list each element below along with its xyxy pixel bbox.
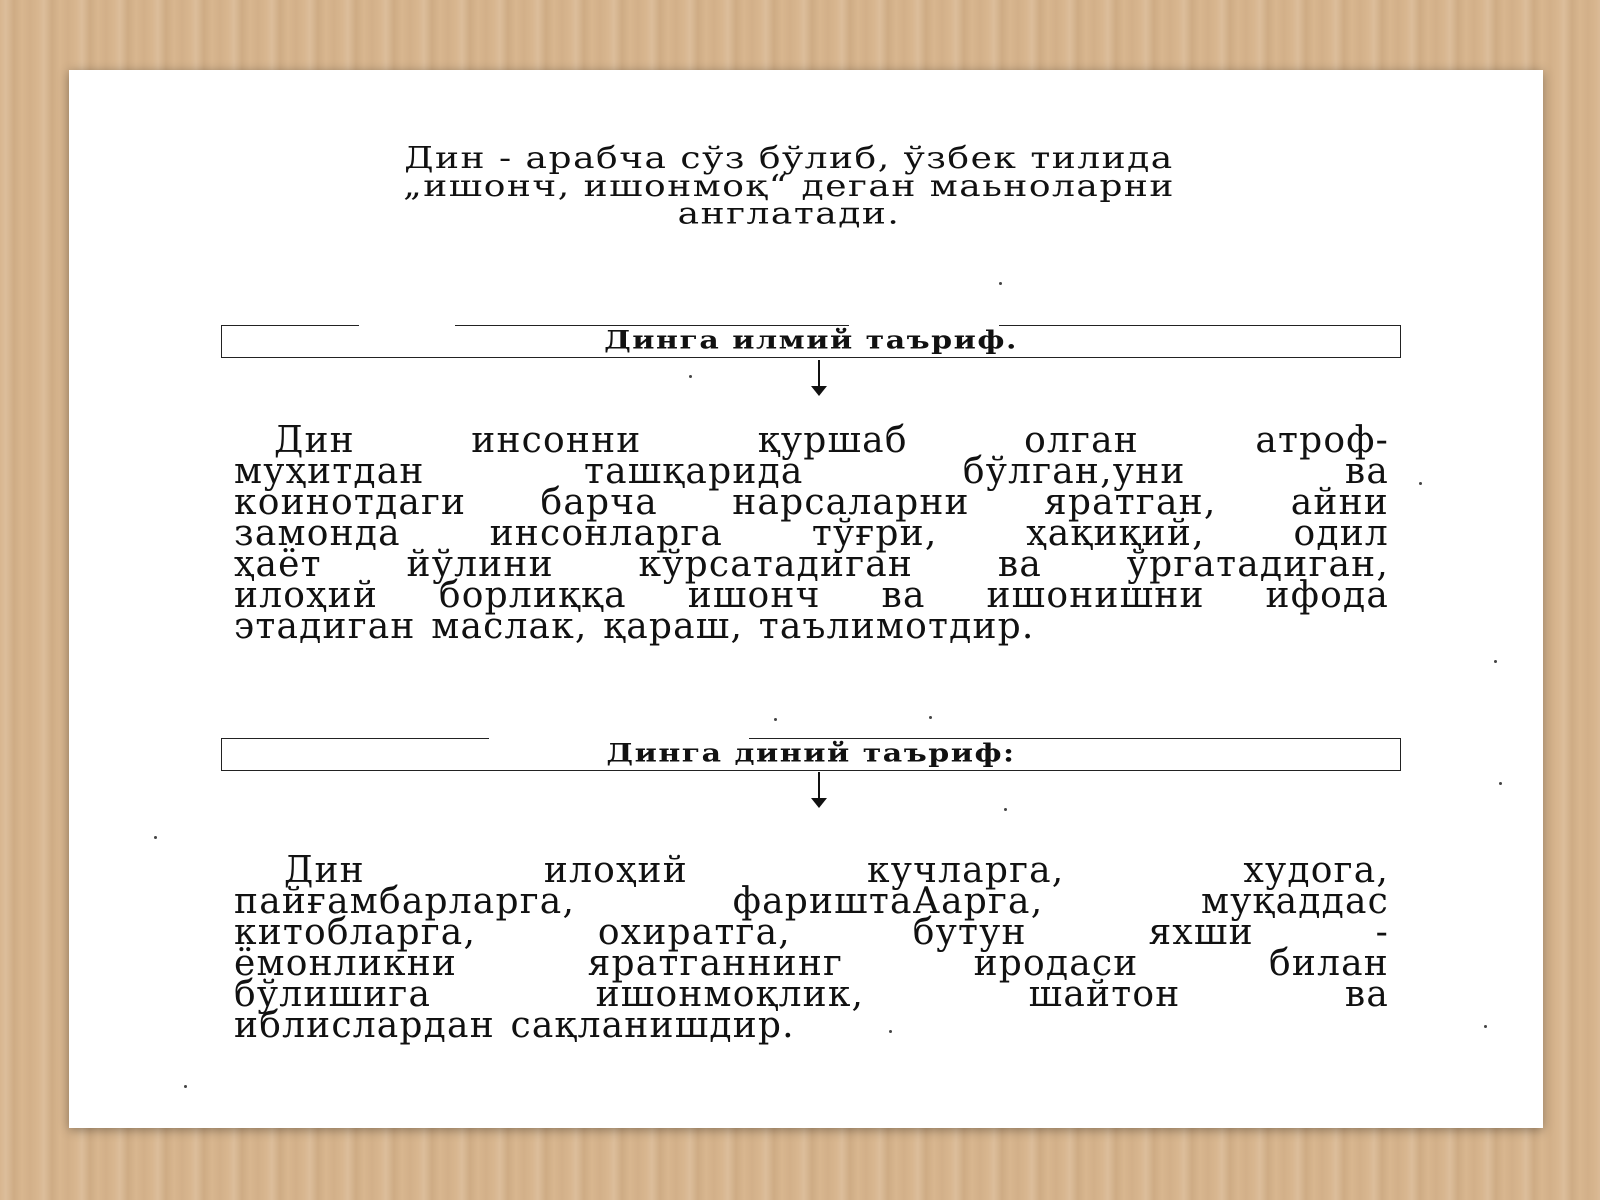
scan-speck: [689, 375, 692, 378]
paragraph-line: муҳитдан ташқарида бўлган,уни ва: [234, 451, 1389, 492]
intro-line-3: англатади.: [677, 197, 901, 232]
scan-gap: [359, 323, 455, 326]
scan-speck: [1419, 482, 1422, 485]
scientific-definition-heading: Динга илмий таъриф.: [604, 325, 1018, 356]
paragraph-line: замонда инсонларга тўғри, ҳақиқий, одил: [234, 513, 1389, 554]
scan-speck: [929, 716, 932, 719]
paragraph-line: ҳаёт йўлини кўрсатадиган ва ўргатадиган,: [234, 544, 1389, 585]
scan-speck: [1499, 782, 1502, 785]
scan-speck: [184, 1085, 187, 1088]
scan-speck: [1494, 660, 1497, 663]
scientific-definition-paragraph: [234, 420, 1389, 647]
scan-gap: [489, 736, 749, 739]
scan-speck: [999, 282, 1002, 285]
scan-speck: [1004, 808, 1007, 811]
paragraph-line: коинотдаги барча нарсаларни яратган, айни: [234, 482, 1389, 523]
paragraph-line: пайғамбарларга, фариштаАарга, муқаддас: [234, 881, 1389, 922]
scan-gap: [849, 323, 999, 326]
down-arrow-icon: [818, 360, 820, 394]
scan-speck: [889, 1030, 892, 1033]
religious-definition-paragraph: [234, 850, 1389, 1046]
paragraph-line: иблислардан сақланишдир.: [234, 1005, 795, 1046]
scientific-definition-heading-box: [221, 325, 1401, 358]
scan-speck: [774, 718, 777, 721]
paragraph-line: Дин илоҳий кучларга, худога,: [284, 850, 1389, 891]
intro-text: [339, 141, 1239, 232]
paragraph-line: этадиган маслак, қараш, таълимотдир.: [234, 606, 1035, 647]
paragraph-line: бўлишига ишонмоқлик, шайтон ва: [234, 974, 1389, 1015]
paragraph-line: ёмонликни яратганнинг иродаси билан: [234, 943, 1389, 984]
intro-line-2: „ишонч, ишонмоқ“ деган маьноларни: [403, 169, 1175, 204]
religious-definition-heading: Динга диний таъриф:: [606, 738, 1016, 769]
intro-line-1: Дин - арабча сўз бўлиб, ўзбек тилида: [404, 141, 1174, 176]
paragraph-line: Дин инсонни қуршаб олган атроф-: [274, 420, 1389, 461]
scan-speck: [154, 836, 157, 839]
paragraph-line: илоҳий борлиққа ишонч ва ишонишни ифода: [234, 575, 1389, 616]
paragraph-line: китобларга, охиратга, бутун яхши -: [234, 912, 1389, 953]
religious-definition-heading-box: [221, 738, 1401, 771]
scan-speck: [1484, 1025, 1487, 1028]
down-arrow-icon: [818, 772, 820, 806]
document-page: [69, 70, 1543, 1128]
